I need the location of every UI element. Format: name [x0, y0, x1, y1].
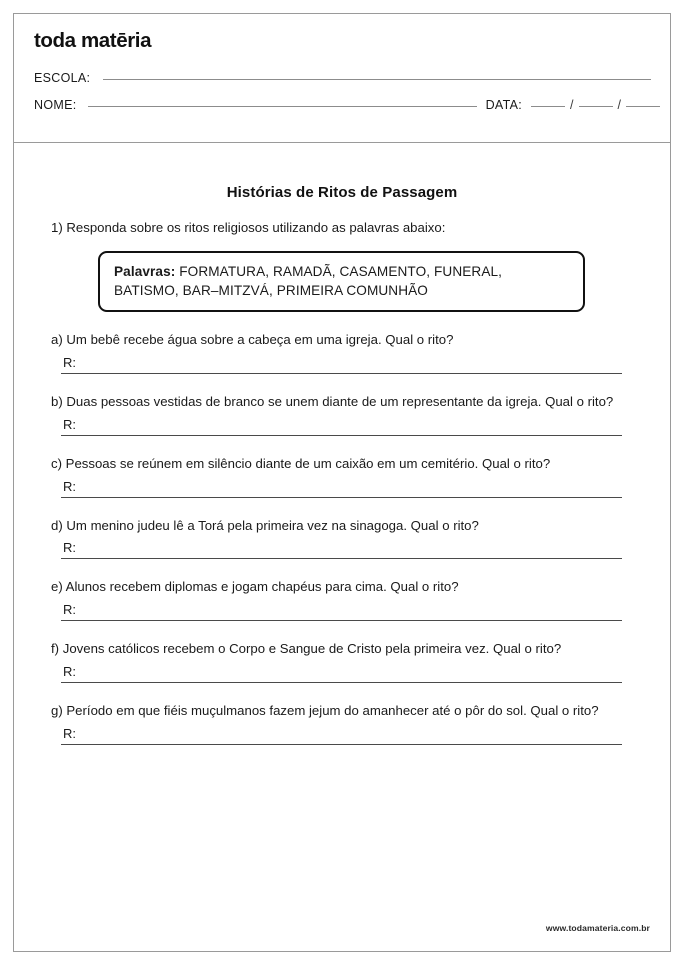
- answer-prefix: R:: [63, 663, 76, 679]
- answer-prefix: R:: [63, 478, 76, 494]
- nome-input-line[interactable]: [88, 106, 476, 107]
- answer-line[interactable]: [61, 539, 622, 559]
- question-text: c) Pessoas se reúnem em silêncio diante de um caixão em um cemitério. Qual o rito?: [51, 455, 551, 471]
- brand-logo: toda matēria: [34, 29, 152, 52]
- question-item-a: [48, 331, 636, 374]
- question-item-e: [48, 578, 636, 621]
- worksheet-body: [14, 184, 670, 745]
- question-text: e) Alunos recebem diplomas e jogam chapéus para cima. Qual o rito?: [51, 579, 459, 595]
- question-item-f: [48, 640, 636, 683]
- footer-website-url: www.todamateria.com.br: [545, 923, 650, 933]
- date-field-group: [486, 98, 660, 112]
- answer-line[interactable]: [61, 416, 622, 436]
- question-text: g) Período em que fiéis muçulmanos fazem jejum do amanhecer até o pôr do sol. Qual o rito?: [51, 702, 599, 718]
- date-separator-1: /: [570, 98, 574, 112]
- answer-line[interactable]: [61, 725, 622, 745]
- question-text: b) Duas pessoas vestidas de branco se unem diante de um representante da igreja. Qual o rito?: [51, 394, 614, 410]
- date-separator-2: /: [617, 98, 621, 112]
- escola-input-line[interactable]: [103, 79, 651, 80]
- escola-field-row: [34, 71, 660, 85]
- answer-line[interactable]: [61, 354, 622, 374]
- answer-prefix: R:: [63, 416, 76, 432]
- worksheet-header: [14, 14, 670, 143]
- word-bank-label: Palavras:: [114, 263, 176, 279]
- answer-line[interactable]: [61, 601, 622, 621]
- answer-line[interactable]: [61, 478, 622, 498]
- question-text: f) Jovens católicos recebem o Corpo e Sangue de Cristo pela primeira vez. Qual o rito?: [51, 641, 562, 657]
- answer-prefix: R:: [63, 602, 76, 618]
- answer-line[interactable]: [61, 663, 622, 683]
- answer-prefix: R:: [63, 355, 76, 371]
- date-year-input[interactable]: [626, 106, 660, 107]
- question-item-b: [48, 393, 636, 436]
- question-text: d) Um menino judeu lê a Torá pela primeira vez na sinagoga. Qual o rito?: [51, 517, 479, 533]
- page-title: Histórias de Ritos de Passagem: [226, 184, 458, 201]
- escola-label: ESCOLA:: [34, 71, 91, 85]
- word-bank-words: FORMATURA, RAMADÃ, CASAMENTO, FUNERAL, BATISMO, BAR–MITZVÁ, PRIMEIRA COMUNHÃO: [114, 263, 503, 299]
- answer-prefix: R:: [63, 540, 76, 556]
- answer-prefix: R:: [63, 725, 76, 741]
- word-bank-box: [98, 251, 585, 313]
- data-label: DATA:: [485, 98, 523, 112]
- worksheet-page: [13, 13, 671, 952]
- question-item-g: [48, 702, 636, 745]
- question-item-c: [48, 455, 636, 498]
- nome-field-row: [34, 98, 660, 112]
- nome-label: NOME:: [34, 98, 77, 112]
- exercise-instruction: 1) Responda sobre os ritos religiosos utilizando as palavras abaixo:: [51, 220, 446, 235]
- question-text: a) Um bebê recebe água sobre a cabeça em uma igreja. Qual o rito?: [51, 332, 454, 348]
- question-item-d: [48, 517, 636, 560]
- date-day-input[interactable]: [531, 106, 565, 107]
- date-month-input[interactable]: [579, 106, 613, 107]
